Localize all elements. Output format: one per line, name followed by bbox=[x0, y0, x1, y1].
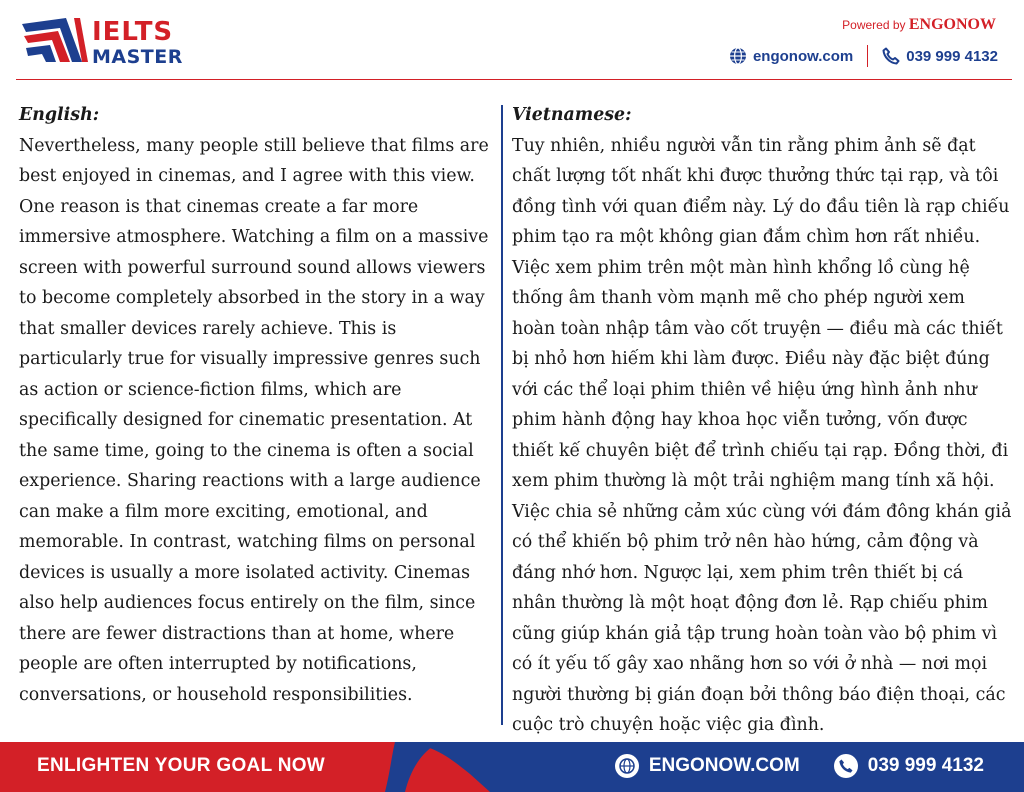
vietnamese-column bbox=[512, 100, 1012, 741]
globe-icon bbox=[729, 47, 747, 65]
footer-slogan: ENLIGHTEN YOUR GOAL NOW bbox=[37, 755, 326, 776]
vietnamese-paragraph: Tuy nhiên, nhiều người vẫn tin rằng phim ảnh sẽ đạt chất lượng tốt nhất khi được thưởng thức tại rạp, và tôi đồng tình với quan điểm này. Lý do đầu tiên là rạp chiếu phim tạo ra một không gian đắm chìm hơn rất nhiều. Việc xem phim trên một màn hình khổng lồ cùng hệ thống âm thanh vòm mạnh mẽ cho phép người xem hoàn toàn nhập tâm vào cốt truyện — điều mà các thiết bị nhỏ hơn hiếm khi làm được. Điều này đặc biệt đúng với các thể loại phim thiên về hiệu ứng hình ảnh như phim hành động hay khoa học viễn tưởng, vốn được thiết kế chuyên biệt để trình chiếu tại rạp. Đồng thời, đi xem phim thường là một trải nghiệm mang tính xã hội. Việc chia sẻ những cảm xúc cùng với đám đông khán giả có thể khiến bộ phim trở nên hào hứng, cảm động và đáng nhớ hơn. Ngược lại, xem phim trên thiết bị cá nhân thường là một hoạt động đơn lẻ. Rạp chiếu phim cũng giúp khán giả tập trung hoàn toàn vào bộ phim vì có ít yếu tố gây xao nhãng hơn so với ở nhà — nơi mọi người thường bị gián đoạn bởi thông báo điện thoại, các cuộc trò chuyện hoặc việc gia đình. bbox=[512, 135, 1012, 735]
ielts-master-logo[interactable] bbox=[20, 14, 200, 70]
globe-icon bbox=[615, 754, 639, 778]
english-title: English: bbox=[19, 105, 100, 125]
header bbox=[0, 0, 1024, 80]
engonow-brand: ENGONOW bbox=[908, 16, 996, 33]
header-divider-line bbox=[16, 79, 1012, 80]
powered-by bbox=[842, 16, 996, 34]
contact-separator bbox=[867, 45, 868, 67]
vietnamese-title: Vietnamese: bbox=[512, 105, 632, 125]
logo-ielts-text: IELTS bbox=[92, 17, 174, 47]
column-divider bbox=[501, 105, 503, 725]
powered-by-label: Powered by bbox=[842, 18, 906, 32]
logo-mark-icon bbox=[20, 16, 90, 66]
header-contact bbox=[729, 44, 998, 68]
footer-website-link[interactable]: ENGONOW.COM bbox=[648, 755, 800, 776]
phone-icon bbox=[834, 754, 858, 778]
header-phone-text: 039 999 4132 bbox=[906, 47, 998, 65]
logo-master-text: MASTER bbox=[92, 46, 183, 68]
footer-contact bbox=[615, 754, 984, 778]
footer-phone-link[interactable]: 039 999 4132 bbox=[867, 755, 984, 776]
english-column bbox=[19, 100, 503, 710]
english-paragraph: Nevertheless, many people still believe that films are best enjoyed in cinemas, and I agree with this view. One reason is that cinemas create a far more immersive atmosphere. Watching a film on a massive screen with powerful surround sound allows viewers to become completely absorbed in the story in a way that smaller devices rarely achieve. This is particularly true for visually impressive genres such as action or science-fiction films, which are specifically designed for cinematic presentation. At the same time, going to the cinema is often a social experience. Sharing reactions with a large audience can make a film more exciting, emotional, and memorable. In contrast, watching films on personal devices is usually a more isolated activity. Cinemas also help audiences focus entirely on the film, since there are fewer distractions than at home, where people are often interrupted by notifications, conversations, or household responsibilities. bbox=[19, 135, 489, 705]
header-website-link[interactable] bbox=[729, 47, 853, 65]
header-website-text: engonow.com bbox=[752, 47, 854, 65]
phone-icon bbox=[882, 47, 900, 65]
footer bbox=[0, 742, 1024, 792]
header-phone-link[interactable] bbox=[882, 47, 998, 65]
